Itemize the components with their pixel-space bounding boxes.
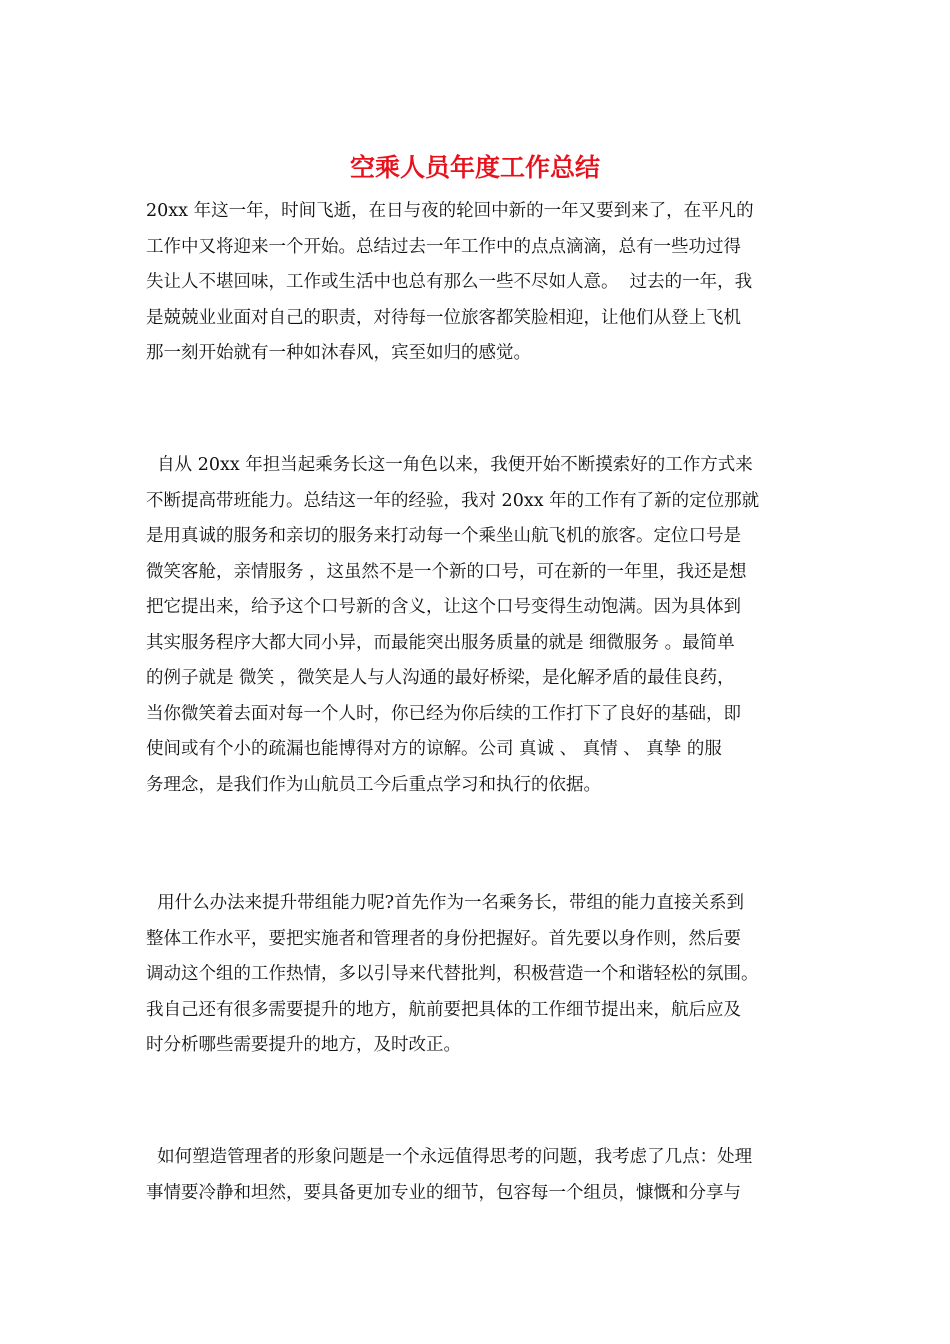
paragraph-line: 自从 20xx 年担当起乘务长这一角色以来，我便开始不断摸索好的工作方式来 [146, 455, 753, 475]
paragraph-4 [146, 1140, 806, 1211]
document-title: 空乘人员年度工作总结 [349, 153, 600, 182]
paragraph-line: 当你微笑着去面对每一个人时，你已经为你后续的工作打下了良好的基础，即 [146, 703, 741, 724]
paragraph-line: 不断提高带班能力。总结这一年的经验，我对 20xx 年的工作有了新的定位那就 [146, 490, 760, 511]
paragraph-line: 20xx 年这一年，时间飞逝，在日与夜的轮回中新的一年又要到来了，在平凡的 [146, 201, 754, 221]
paragraph-3 [146, 886, 806, 1064]
paragraph-line: 其实服务程序大都大同小异，而最能突出服务质量的就是 细微服务 。最简单 [146, 632, 735, 653]
paragraph-line: 那一刻开始就有一种如沐春风，宾至如归的感觉。 [146, 343, 531, 363]
paragraph-line: 务理念，是我们作为山航员工今后重点学习和执行的依据。 [146, 774, 601, 795]
paragraph-line: 失让人不堪回味，工作或生活中也总有那么一些不尽如人意。 过去的一年，我 [146, 272, 753, 292]
paragraph-line: 微笑客舱，亲情服务 ，这虽然不是一个新的口号，可在新的一年里，我还是想 [146, 561, 747, 582]
paragraph-2 [146, 448, 806, 803]
paragraph-1 [146, 194, 806, 372]
paragraph-line: 用什么办法来提升带组能力呢?首先作为一名乘务长，带组的能力直接关系到 [146, 893, 745, 913]
paragraph-line: 使间或有个小的疏漏也能博得对方的谅解。公司 真诚 、 真情 、 真挚 的服 [146, 739, 722, 759]
paragraph-line: 的例子就是 微笑 ，微笑是人与人沟通的最好桥梁，是化解矛盾的最佳良药， [146, 668, 735, 688]
paragraph-line: 时分析哪些需要提升的地方，及时改正。 [146, 1035, 461, 1055]
paragraph-line: 如何塑造管理者的形象问题是一个永远值得思考的问题，我考虑了几点：处理 [146, 1147, 753, 1167]
paragraph-line: 整体工作水平，要把实施者和管理者的身份把握好。首先要以身作则，然后要 [146, 928, 741, 949]
paragraph-line: 事情要冷静和坦然，要具备更加专业的细节，包容每一个组员，慷慨和分享与 [146, 1182, 741, 1203]
paragraph-line: 工作中又将迎来一个开始。总结过去一年工作中的点点滴滴，总有一些功过得 [146, 236, 741, 257]
paragraph-line: 调动这个组的工作热情，多以引导来代替批判，积极营造一个和谐轻松的氛围。 [146, 964, 759, 984]
paragraph-line: 把它提出来，给予这个口号新的含义，让这个口号变得生动饱满。因为具体到 [146, 597, 741, 617]
paragraph-line: 是用真诚的服务和亲切的服务来打动每一个乘坐山航飞机的旅客。定位口号是 [146, 526, 741, 546]
paragraph-line: 我自己还有很多需要提升的地方，航前要把具体的工作细节提出来，航后应及 [146, 999, 741, 1020]
paragraph-line: 是兢兢业业面对自己的职责，对待每一位旅客都笑脸相迎，让他们从登上飞机 [146, 307, 741, 328]
